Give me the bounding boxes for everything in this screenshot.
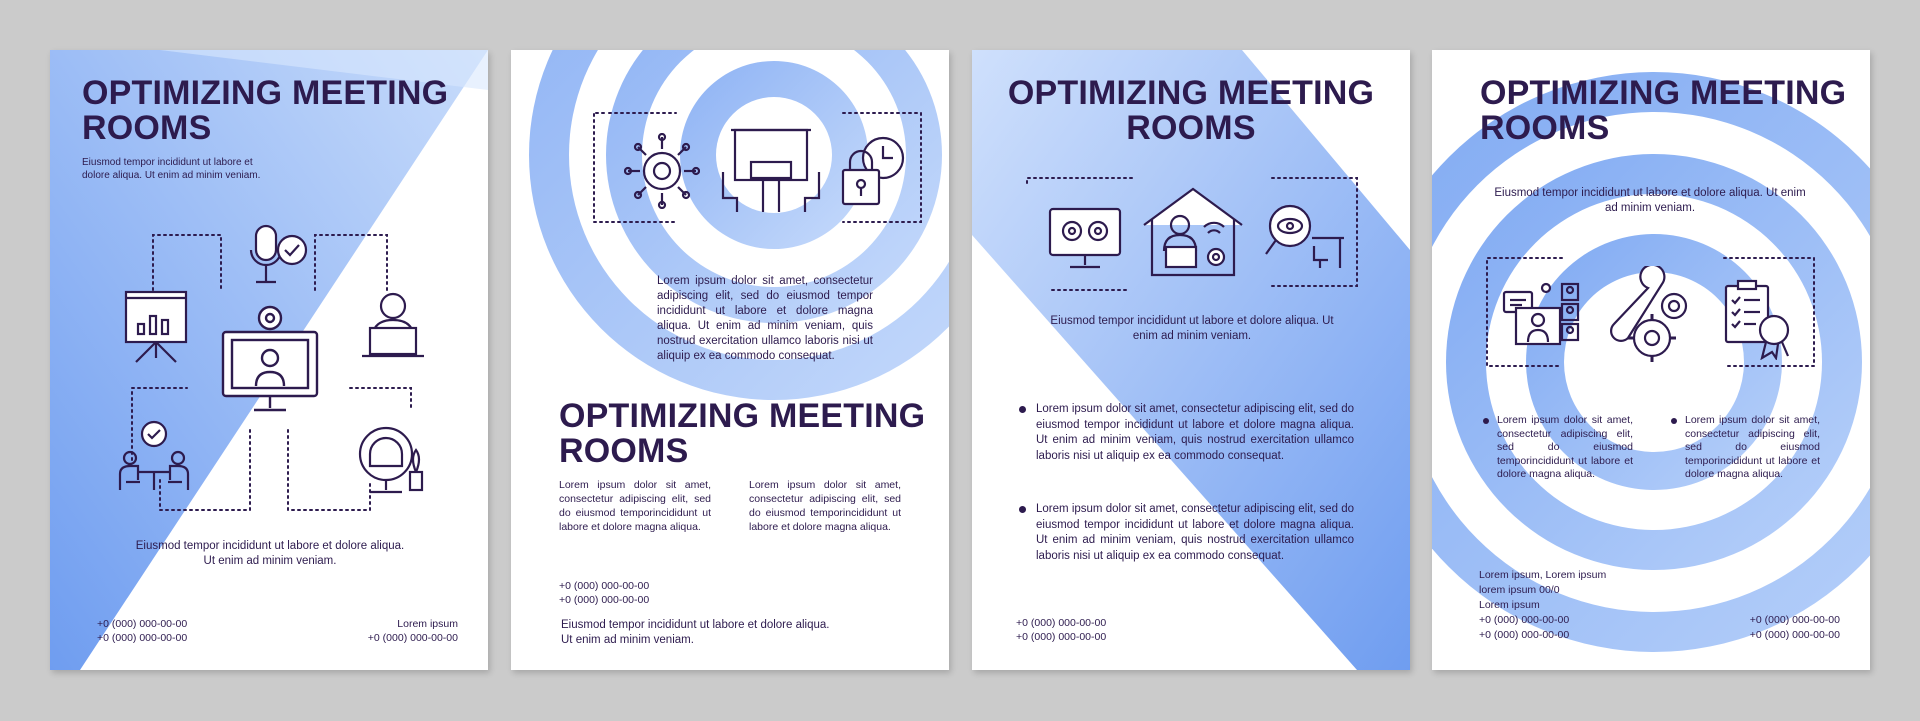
pod-chair-icon	[356, 420, 428, 496]
footer-text: Eiusmod tempor incididunt ut labore et dolore aliqua. Ut enim ad minim veniam.	[561, 619, 830, 646]
phone-1: +0 (000) 000-00-00	[559, 580, 650, 592]
contact-line-3: Lorem ipsum	[1479, 599, 1540, 611]
phone-2: +0 (000) 000-00-00	[1016, 631, 1107, 643]
bullet-item-1: Lorem ipsum dolor sit amet, consectetur adipiscing elit, sed do eiusmod temporincididunt ut labore et dolore magna aliqua.	[1497, 414, 1633, 480]
phone-2: +0 (000) 000-00-00	[97, 632, 188, 644]
bullet-item-2: Lorem ipsum dolor sit amet, consectetur adipiscing elit, sed do eiusmod temporincididunt ut labore et dolore magna aliqua.	[1685, 414, 1820, 480]
intro-text: Eiusmod tempor incididunt ut labore et dolore aliqua. Ut enim ad minim veniam.	[1494, 187, 1806, 214]
column-left: Lorem ipsum dolor sit amet, consectetur adipiscing elit, sed do eiusmod temporincididunt ut labore et dolore magna aliqua.	[559, 479, 711, 533]
brochure-title: OPTIMIZING MEETING ROOMS	[82, 74, 449, 147]
video-conference-icon	[1502, 280, 1582, 352]
contact-phone: +0 (000) 000-00-00	[367, 632, 458, 644]
phone-4: +0 (000) 000-00-00	[1749, 629, 1840, 641]
brochure-2	[511, 50, 949, 670]
phone-1: +0 (000) 000-00-00	[1479, 614, 1570, 626]
bullet-item-1: Lorem ipsum dolor sit amet, consectetur adipiscing elit, sed do eiusmod tempor incididunt ut labore et dolore magna aliqua. Ut enim ad minim veniam, quis nostrud exercitation ullamco laboris nisi ut aliquip ex ea commodo consequat.	[1036, 402, 1354, 464]
brochure-title: OPTIMIZING MEETING ROOMS	[559, 397, 926, 470]
contact-line-2: lorem ipsum 00/0	[1479, 584, 1560, 596]
approved-meeting-icon	[116, 420, 192, 494]
brochure-title: OPTIMIZING MEETING ROOMS	[1007, 74, 1375, 147]
contact-label: Lorem ipsum	[397, 618, 458, 630]
smart-home-office-icon	[1140, 185, 1246, 279]
dotted-brackets	[972, 50, 1410, 670]
lock-clock-icon	[837, 134, 907, 210]
caption-text: Eiusmod tempor incididunt ut labore et dolore aliqua. Ut enim ad minim veniam.	[135, 540, 405, 567]
brochure-1	[50, 50, 488, 670]
phone-2: +0 (000) 000-00-00	[1479, 629, 1570, 641]
conference-table-icon	[721, 126, 821, 216]
certificate-checklist-icon	[1722, 278, 1798, 360]
brochure-3	[972, 50, 1410, 670]
presentation-board-icon	[124, 288, 188, 364]
settings-monitor-icon	[1048, 207, 1122, 271]
phone-1: +0 (000) 000-00-00	[97, 618, 188, 630]
brochure-title: OPTIMIZING MEETING ROOMS	[1480, 74, 1847, 147]
brochure-4	[1432, 50, 1870, 670]
remote-worker-icon	[358, 288, 428, 360]
tools-gears-icon	[1604, 266, 1694, 366]
column-right: Lorem ipsum dolor sit amet, consectetur adipiscing elit, sed do eiusmod temporincididunt ut labore et dolore magna aliqua.	[749, 479, 901, 533]
microphone-check-icon	[248, 222, 310, 292]
phone-3: +0 (000) 000-00-00	[1749, 614, 1840, 626]
gear-network-icon	[624, 133, 700, 209]
phone-1: +0 (000) 000-00-00	[1016, 617, 1107, 629]
video-call-monitor-icon	[220, 304, 320, 416]
phone-2: +0 (000) 000-00-00	[559, 594, 650, 606]
workplace-search-icon	[1262, 202, 1346, 272]
intro-text: Eiusmod tempor incididunt ut labore et dolore aliqua. Ut enim ad minim veniam.	[82, 157, 261, 181]
bullet-item-2: Lorem ipsum dolor sit amet, consectetur adipiscing elit, sed do eiusmod tempor incididunt ut labore et dolore magna aliqua. Ut enim ad minim veniam, quis nostrud exercitation ullamco laboris nisi ut aliquip ex ea commodo consequat.	[1036, 502, 1354, 564]
caption-text: Eiusmod tempor incididunt ut labore et dolore aliqua. Ut enim ad minim veniam.	[1050, 315, 1334, 342]
contact-line-1: Lorem ipsum, Lorem ipsum	[1479, 569, 1607, 581]
body-text: Lorem ipsum dolor sit amet, consectetur adipiscing elit, sed do eiusmod tempor incididunt ut labore et dolore magna aliqua. Ut enim ad minim veniam, quis nostrud exercitation ullamco laboris nisi ut aliquip ex ea commodo consequat.	[657, 275, 873, 362]
